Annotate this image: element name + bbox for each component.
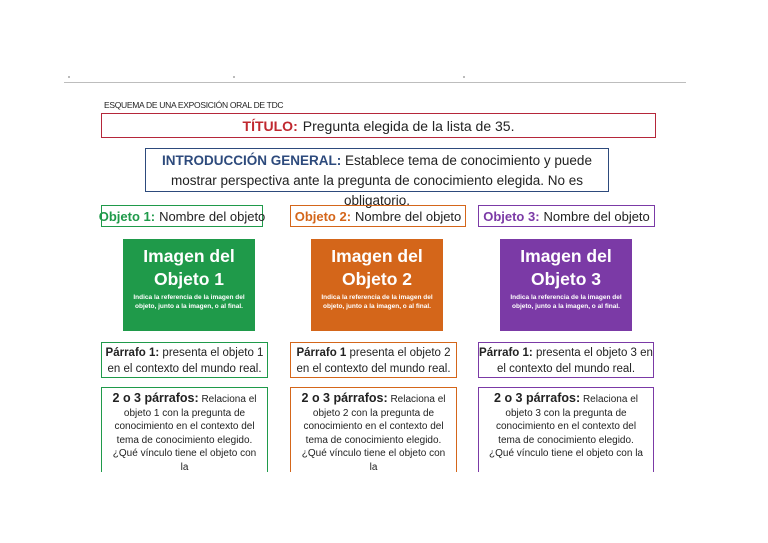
object-3-analysis-label: 2 o 3 párrafos: [494,391,581,405]
intro-box [145,148,609,208]
title-label: TÍTULO: [242,117,298,134]
object-2-name: Nombre del objeto [355,208,462,224]
object-3-analysis-box [478,387,654,472]
object-1-paragraph-text: presenta el objeto 1 en el contexto del mundo real. [107,347,264,375]
object-2-image-title-1: Imagen del [331,246,423,266]
margin-dot [68,76,70,78]
object-2-analysis-label: 2 o 3 párrafos: [301,391,388,405]
object-2-analysis-text: Relaciona el objeto 2 con la pregunta de conocimiento en el contexto del tema de conocimiento elegido. ¿Qué vínculo tiene el objeto con la [301,394,446,472]
margin-dot [463,76,465,78]
object-3-image-title-1: Imagen del [520,246,612,266]
object-2-label: Objeto 2: [294,208,352,224]
intro-label: INTRODUCCIÓN GENERAL: [162,153,342,168]
object-1-header [98,205,266,227]
object-3-image-title-2: Objeto 3 [530,269,601,289]
object-1-analysis-label: 2 o 3 párrafos: [112,391,199,405]
object-column-1 [98,205,266,472]
object-column-3 [478,205,653,459]
object-2-paragraph-label: Párrafo 1 [296,347,347,359]
intro-text: Establece tema de conocimiento y puede mostrar perspectiva ante la pregunta de conocimiento elegida. No es obligatorio. [171,153,592,208]
object-3-paragraph-label: Párrafo 1: [479,347,533,359]
object-1-name: Nombre del objeto [159,208,266,224]
title-text: Pregunta elegida de la lista de 35. [302,117,515,134]
object-1-analysis-box [101,387,268,472]
object-1-paragraph-label: Párrafo 1: [105,347,160,359]
document-heading: ESQUEMA DE UNA EXPOSICIÓN ORAL DE TDC [104,100,284,110]
object-2-image-note: Indica la referencia de la imagen del objeto, junto a la imagen, o al final. [321,294,433,310]
object-3-header [478,205,655,227]
object-1-image-title-2: Objeto 1 [153,269,224,289]
object-3-label: Objeto 3: [483,208,540,224]
title-box [101,113,656,138]
object-1-image-note: Indica la referencia de la imagen del objeto, junto a la imagen, o al final. [133,294,245,310]
page-top-rule [64,82,686,83]
object-1-label: Objeto 1: [98,208,156,224]
object-2-header [290,205,466,227]
object-3-image-note: Indica la referencia de la imagen del objeto, junto a la imagen, o al final. [510,294,622,310]
object-2-analysis-box [290,387,457,472]
object-1-image-title-1: Imagen del [143,246,235,266]
object-1-analysis-text: Relaciona el objeto 1 con la pregunta de conocimiento en el contexto del tema de conocimiento elegido. ¿Qué vínculo tiene el objeto con la [112,394,257,472]
object-1-image-placeholder [123,239,255,331]
object-2-image-placeholder [311,239,443,331]
object-2-paragraph-box [290,342,457,378]
object-1-paragraph-box [101,342,268,378]
margin-dot [233,76,235,78]
object-3-paragraph-text: presenta el objeto 3 en el contexto del mundo real. [496,347,653,375]
object-column-2 [290,205,462,472]
object-3-image-placeholder [500,239,632,331]
object-3-name: Nombre del objeto [543,208,650,224]
object-3-analysis-text: Relaciona el objeto 3 con la pregunta de conocimiento en el contexto del tema de conocimiento elegido. ¿Qué vínculo tiene el objeto con la [489,394,643,459]
object-3-paragraph-box [478,342,654,378]
object-2-paragraph-text: presenta el objeto 2 en el contexto del mundo real. [296,347,451,375]
object-2-image-title-2: Objeto 2 [341,269,412,289]
